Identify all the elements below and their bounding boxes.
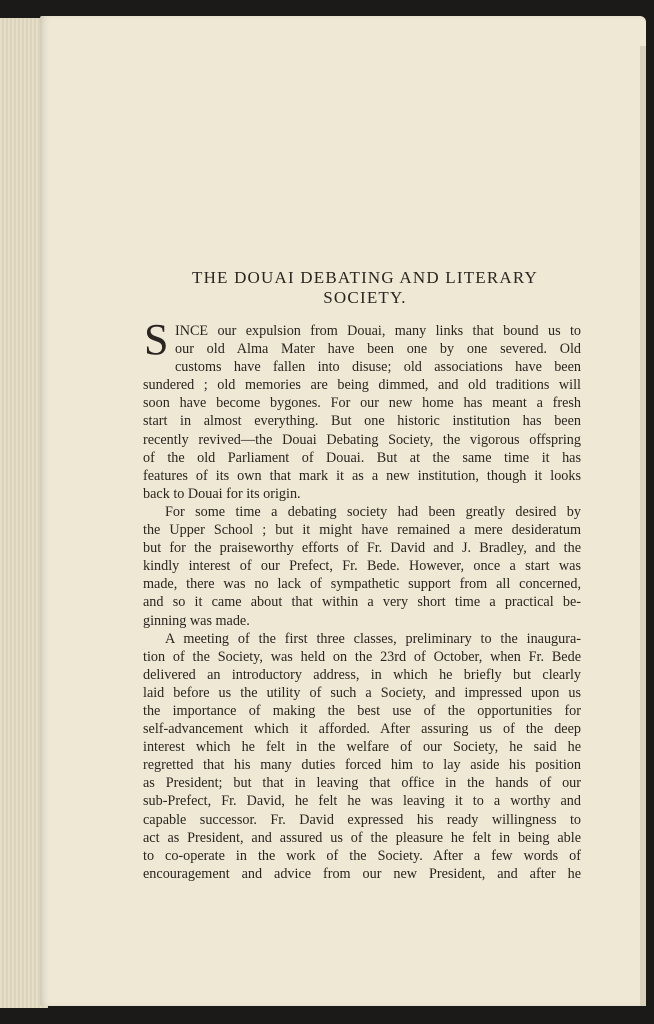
text-line: our old Alma Mater have been one by one severed. Old	[175, 341, 581, 358]
article-title	[130, 268, 600, 308]
drop-cap: S	[144, 315, 169, 364]
text-line: laid before us the utility of such a Society, and impressed upon us	[143, 684, 581, 701]
text-line: features of its own that mark it as a new institution, though it looks	[143, 467, 581, 484]
text-line: of the old Parliament of Douai. But at the same time it has	[143, 449, 581, 466]
text-line: to co-operate in the work of the Society. After a few words of	[143, 847, 581, 864]
text-line: interest which he felt in the welfare of our Society, he said he	[143, 739, 581, 756]
text-line: the importance of making the best use of the opportunities for	[143, 702, 581, 719]
text-line: encouragement and advice from our new President, and after he	[143, 865, 581, 882]
text-line: sundered ; old memories are being dimmed, and old traditions will	[143, 377, 581, 394]
article-body	[143, 315, 581, 883]
text-line: For some time a debating society had been greatly desired by	[165, 503, 581, 520]
text-line: capable successor. Fr. David expressed his ready willingness to	[143, 811, 581, 828]
text-line: INCE our expulsion from Douai, many links that bound us to	[175, 323, 581, 339]
text-line: sub-Prefect, Fr. David, he felt he was leaving it to a worthy and	[143, 793, 581, 810]
text-line: but for the praiseworthy efforts of Fr. David and J. Bradley, and the	[143, 540, 581, 557]
text-line: the Upper School ; but it might have remained a mere desideratum	[143, 522, 581, 539]
text-line: regretted that his many duties forced him to lay aside his position	[143, 757, 581, 774]
text-line: start in almost everything. But one historic institution has been	[143, 413, 581, 430]
text-line: act as President, and assured us of the pleasure he felt in being able	[143, 829, 581, 846]
text-line: back to Douai for its origin.	[143, 485, 301, 502]
text-line: tion of the Society, was held on the 23rd of October, when Fr. Bede	[143, 648, 581, 665]
text-line: recently revived—the Douai Debating Society, the vigorous offspring	[143, 431, 581, 448]
text-line: as President; but that in leaving that office in the hands of our	[143, 775, 581, 792]
text-line: ginning was made.	[143, 612, 250, 629]
text-line: made, there was no lack of sympathetic support from all concerned,	[143, 576, 581, 593]
text-line: soon have become bygones. For our new home has meant a fresh	[143, 395, 581, 412]
text-line: delivered an introductory address, in which he briefly but clearly	[143, 666, 581, 683]
text-line: kindly interest of our Prefect, Fr. Bede. However, once a start was	[143, 558, 581, 575]
text-line: customs have fallen into disuse; old associations have been	[175, 359, 581, 376]
text-line: and so it came about that within a very short time a practical be-	[143, 594, 581, 611]
title-line-2: SOCIETY.	[323, 288, 407, 307]
text-line: A meeting of the first three classes, preliminary to the inaugura-	[165, 630, 581, 647]
text-line: self-advancement which it afforded. After assuring us of the deep	[143, 721, 581, 738]
page-gutter	[640, 46, 646, 1006]
title-line-1: THE DOUAI DEBATING AND LITERARY	[191, 268, 538, 287]
